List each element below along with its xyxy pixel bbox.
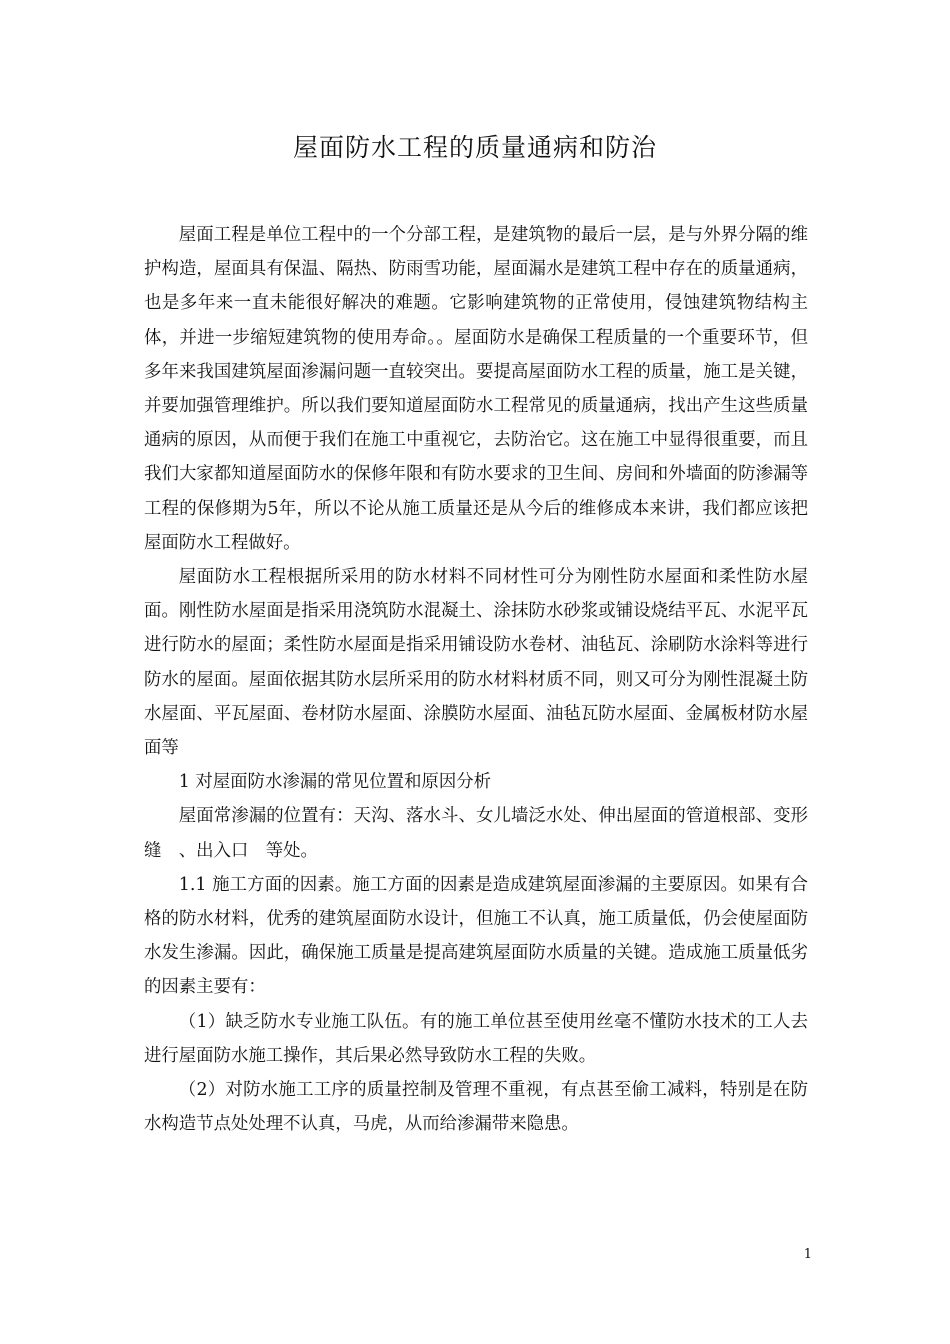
list-item-1: （1）缺乏防水专业施工队伍。有的施工单位甚至使用丝毫不懂防水技术的工人去进行屋面防水施工操作，其后果必然导致防水工程的失败。: [144, 1011, 808, 1066]
page-number: 1: [803, 1247, 812, 1262]
paragraph-leak-locations: 屋面常渗漏的位置有：天沟、落水斗、女儿墙泛水处、伸出屋面的管道根部、变形缝 、出入口 等处。: [144, 806, 808, 861]
document-body: [144, 218, 808, 1141]
paragraph-intro: 屋面工程是单位工程中的一个分部工程，是建筑物的最后一层，是与外界分隔的维护构造，屋面具有保温、隔热、防雨雪功能，屋面漏水是建筑工程中存在的质量通病，也是多年来一直未能很好解决的难题。它影响建筑物的正常使用，侵蚀建筑物结构主体，并进一步缩短建筑物的使用寿命。。屋面防水是确保工程质量的一个重要环节，但多年来我国建筑屋面渗漏问题一直较突出。要提高屋面防水工程的质量，施工是关键，并要加强管理维护。所以我们要知道屋面防水工程常见的质量通病，找出产生这些质量通病的原因，从而便于我们在施工中重视它，去防治它。这在施工中显得很重要，而且我们大家都知道屋面防水的保修年限和有防水要求的卫生间、房间和外墙面的防渗漏等工程的保修期为5年，所以不论从施工质量还是从今后的维修成本来讲，我们都应该把屋面防水工程做好。: [144, 225, 808, 553]
section-heading-1: 1 对屋面防水渗漏的常见位置和原因分析: [178, 772, 492, 793]
list-item-2: （2）对防水施工工序的质量控制及管理不重视，有点甚至偷工减料，特别是在防水构造节点处处理不认真，马虎，从而给渗漏带来隐患。: [144, 1080, 808, 1135]
paragraph-construction-factors: 1.1 施工方面的因素。施工方面的因素是造成建筑屋面渗漏的主要原因。如果有合格的防水材料，优秀的建筑屋面防水设计，但施工不认真，施工质量低，仍会使屋面防水发生渗漏。因此，确保施工质量是提高建筑屋面防水质量的关键。造成施工质量低劣的因素主要有：: [144, 874, 808, 998]
paragraph-roof-types: 屋面防水工程根据所采用的防水材料不同材性可分为刚性防水屋面和柔性防水屋面。刚性防水屋面是指采用浇筑防水混凝土、涂抹防水砂浆或铺设烧结平瓦、水泥平瓦进行防水的屋面；柔性防水屋面是指采用铺设防水卷材、油毡瓦、涂刷防水涂料等进行防水的屋面。屋面依据其防水层所采用的防水材料材质不同，则又可分为刚性混凝土防水屋面、平瓦屋面、卷材防水屋面、涂膜防水屋面、油毡瓦防水屋面、金属板材防水屋面等: [144, 567, 808, 759]
document-title: 屋面防水工程的质量通病和防治: [292, 133, 657, 162]
